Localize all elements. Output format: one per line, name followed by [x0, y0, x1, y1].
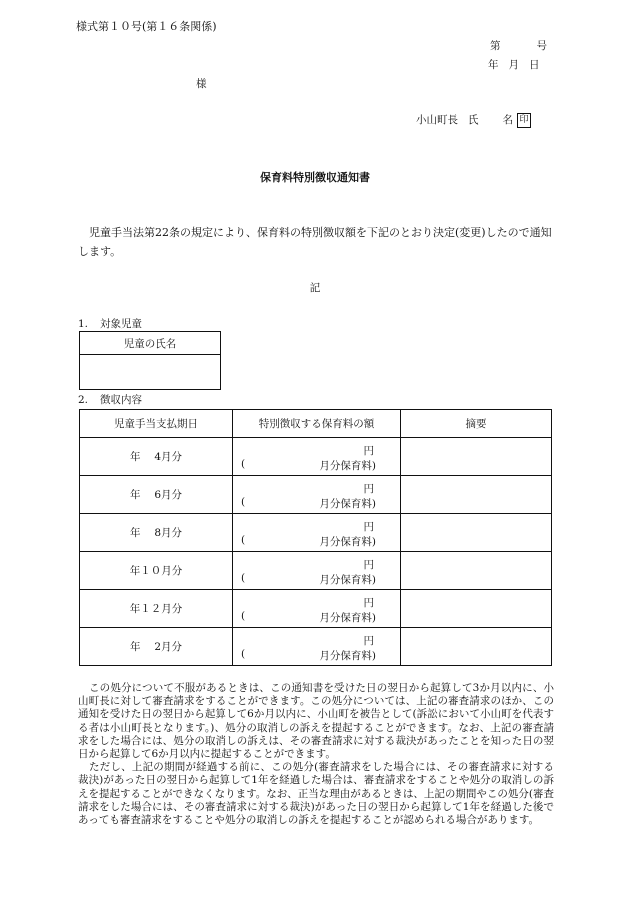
payment-date-cell: 年１０月分	[80, 552, 233, 590]
fee-amount-cell[interactable]: 円 ( 月分保育料)	[233, 552, 401, 590]
addressee-suffix: 様	[196, 78, 207, 90]
fee-amount-cell[interactable]: 円 ( 月分保育料)	[233, 590, 401, 628]
section-1-number: 1.	[78, 318, 89, 330]
remarks-cell[interactable]	[401, 590, 552, 628]
child-name-header: 児童の氏名	[80, 332, 221, 355]
issuer-name-label-2: 名	[502, 114, 513, 126]
ki-heading: 記	[309, 282, 321, 294]
table-row	[80, 552, 552, 590]
section-2-number: 2.	[78, 394, 89, 406]
table-row	[80, 590, 552, 628]
payment-date-cell: 年 8月分	[80, 514, 233, 552]
form-number: 様式第１０号(第１６条関係)	[76, 20, 217, 33]
remarks-cell[interactable]	[401, 514, 552, 552]
issuer-name-label-1: 氏	[468, 114, 479, 126]
doc-number-suffix: 号	[536, 40, 547, 52]
table-row	[80, 628, 552, 666]
issuer	[416, 112, 531, 128]
section-1-label: 対象児童	[100, 318, 142, 330]
document-date	[488, 57, 540, 72]
issuer-title: 小山町長	[416, 114, 458, 126]
date-year: 年	[488, 59, 499, 71]
table-row	[80, 438, 552, 476]
document-title: 保育料特別徴収通知書	[260, 171, 370, 184]
intro-text: 児童手当法第22条の規定により、保育料の特別徴収額を下記のとおり決定(変更)したので通知します。	[78, 226, 552, 258]
table-row	[80, 514, 552, 552]
seal-mark: 印	[517, 113, 531, 128]
header-remarks: 摘要	[401, 410, 552, 438]
header-fee-amount: 特別徴収する保育料の額	[233, 410, 401, 438]
fee-amount-cell[interactable]: 円 ( 月分保育料)	[233, 514, 401, 552]
header-payment-date: 児童手当支払期日	[80, 410, 233, 438]
remarks-cell[interactable]	[401, 476, 552, 514]
fee-amount-cell[interactable]: 円 ( 月分保育料)	[233, 628, 401, 666]
fee-amount-cell[interactable]: 円 ( 月分保育料)	[233, 476, 401, 514]
fee-table	[79, 409, 552, 666]
section-1-heading	[78, 316, 142, 331]
section-2-heading	[78, 392, 142, 407]
fee-table-header-row	[80, 410, 552, 438]
payment-date-cell: 年 4月分	[80, 438, 233, 476]
payment-date-cell: 年１２月分	[80, 590, 233, 628]
notes-paragraph-2: ただし、上記の期間が経過する前に、この処分(審査請求をした場合には、その審査請求に対する裁決)があった日の翌日から起算して1年を経過した場合は、審査請求をすることや処分の取消しの訴えを提起することができなくなります。なお、正当な理由があるときは、上記の期間やこの処分(審査請求をした場合には、その審査請求に対する裁決)があった日の翌日から起算して1年を経過した後であっても審査請求をすることや処分の取消しの訴えを提起することが認められる場合があります。	[78, 761, 554, 827]
table-row	[80, 476, 552, 514]
remarks-cell[interactable]	[401, 438, 552, 476]
document-number	[490, 38, 547, 53]
child-name-cell[interactable]	[80, 355, 221, 390]
notes	[78, 682, 554, 827]
remarks-cell[interactable]	[401, 552, 552, 590]
payment-date-cell: 年 6月分	[80, 476, 233, 514]
doc-number-prefix: 第	[490, 40, 501, 52]
remarks-cell[interactable]	[401, 628, 552, 666]
date-day: 日	[529, 59, 540, 71]
child-name-table	[79, 331, 221, 390]
date-month: 月	[508, 59, 519, 71]
section-2-label: 徴収内容	[100, 394, 142, 406]
fee-amount-cell[interactable]: 円 ( 月分保育料)	[233, 438, 401, 476]
notes-paragraph-1: この処分について不服があるときは、この通知書を受けた日の翌日から起算して3か月以内に、小山町長に対して審査請求をすることができます。この処分については、上記の審査請求のほか、この通知を受けた日の翌日から起算して6か月以内に、小山町を被告として(訴訟において小山町を代表する者は小山町長となります。)、処分の取消しの訴えを提起することができます。なお、上記の審査請求をした場合には、処分の取消しの訴えは、その審査請求に対する裁決があったことを知った日の翌日から起算して6か月以内に提起することができます。	[78, 682, 554, 761]
payment-date-cell: 年 2月分	[80, 628, 233, 666]
